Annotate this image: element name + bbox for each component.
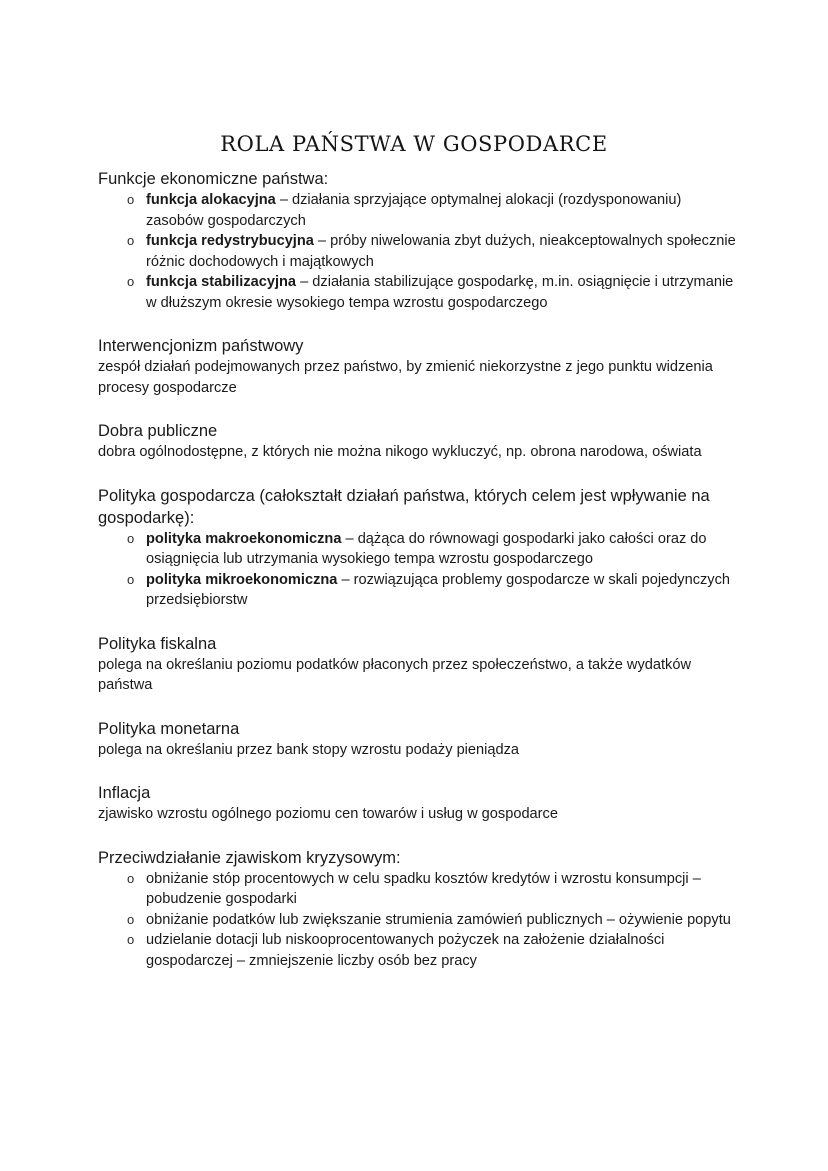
document-section (98, 847, 738, 972)
section-body-text: dobra ogólnodostępne, z których nie można nikogo wykluczyć, np. obrona narodowa, oświata (98, 444, 702, 460)
section-body-text: polega na określaniu przez bank stopy wzrostu podaży pieniądza (98, 741, 520, 758)
list-item (98, 231, 738, 272)
bullet-marker-icon: o (127, 870, 135, 886)
list-item (98, 910, 738, 931)
list-item (98, 869, 738, 910)
section-body-text: zjawisko wzrostu ogólnego poziomu cen towarów i usług w gospodarce (98, 806, 558, 822)
bullet-marker-icon: o (127, 932, 135, 947)
bullet-marker-icon: o (127, 233, 135, 248)
document-section (98, 485, 738, 611)
section-body-text: zespół działań podejmowanych przez państwo, by zmienić niekorzystne z jego punktu widzenia procesy gospodarcze (98, 359, 713, 396)
list-item (98, 529, 738, 570)
list-item-text: obniżanie podatków lub zwiększanie strumienia zamówień publicznych – ożywienie popytu (146, 911, 731, 928)
list-item (98, 930, 738, 971)
section-body-text: polega na określaniu poziomu podatków płaconych przez społeczeństwo, a także wydatków państwa (98, 656, 692, 693)
document-section (98, 782, 738, 825)
list-item-text: – dążąca do równowagi gospodarki jako całości oraz do osiągnięcia lub utrzymania wysokiego tempa wzrostu gospodarczego (146, 530, 707, 567)
bullet-list (98, 190, 738, 313)
document-section (98, 633, 738, 696)
section-heading: Inflacja (98, 784, 151, 802)
list-item-term: polityka mikroekonomiczna (146, 571, 338, 588)
document-section (98, 168, 738, 313)
list-item (98, 190, 738, 231)
bullet-marker-icon: o (127, 192, 135, 207)
section-heading: Funkcje ekonomiczne państwa: (98, 170, 329, 188)
list-item-term: funkcja stabilizacyjna (146, 274, 297, 290)
list-item-term: funkcja redystrybucyjna (146, 233, 314, 249)
page-title: ROLA PAŃSTWA W GOSPODARCE (220, 132, 608, 157)
list-item-text: – działania stabilizujące gospodarkę, m.in. osiągnięcie i utrzymanie w dłuższym okresie wysokiego tempa wzrostu gospodarczego (146, 274, 734, 311)
section-heading: Dobra publiczne (98, 422, 218, 440)
bullet-marker-icon: o (127, 274, 135, 289)
bullet-marker-icon: o (127, 530, 135, 546)
list-item-text: udzielanie dotacji lub niskooprocentowanych pożyczek na założenie działalności gospodarczej – zmniejszenie liczby osób bez pracy (146, 932, 665, 969)
section-heading: Polityka gospodarcza (całokształt działań państwa, których celem jest wpływanie na gospodarkę): (98, 486, 710, 527)
list-item-text: – działania sprzyjające optymalnej alokacji (rozdysponowaniu) zasobów gospodarczych (146, 192, 682, 229)
list-item (98, 272, 738, 313)
document-body (98, 168, 738, 971)
section-heading: Polityka fiskalna (98, 634, 217, 653)
bullet-list (98, 869, 738, 972)
bullet-list (98, 529, 738, 611)
list-item-text: obniżanie stóp procentowych w celu spadku kosztów kredytów i wzrostu konsumpcji – pobudzenie gospodarki (146, 870, 701, 907)
list-item-term: funkcja alokacyjna (146, 192, 276, 208)
list-item-text: – rozwiązująca problemy gospodarcze w skali pojedynczych przedsiębiorstw (146, 571, 731, 608)
list-item-term: polityka makroekonomiczna (146, 530, 342, 547)
section-heading: Interwencjonizm państwowy (98, 337, 304, 355)
section-heading: Polityka monetarna (98, 719, 240, 738)
document-section (98, 335, 738, 398)
bullet-marker-icon: o (127, 911, 135, 927)
list-item-text: – próby niwelowania zbyt dużych, nieakceptowalnych społecznie różnic dochodowych i majątkowych (146, 233, 736, 270)
document-section (98, 718, 738, 761)
bullet-marker-icon: o (127, 571, 135, 587)
document-section (98, 420, 738, 463)
list-item (98, 570, 738, 611)
section-heading: Przeciwdziałanie zjawiskom kryzysowym: (98, 848, 401, 867)
